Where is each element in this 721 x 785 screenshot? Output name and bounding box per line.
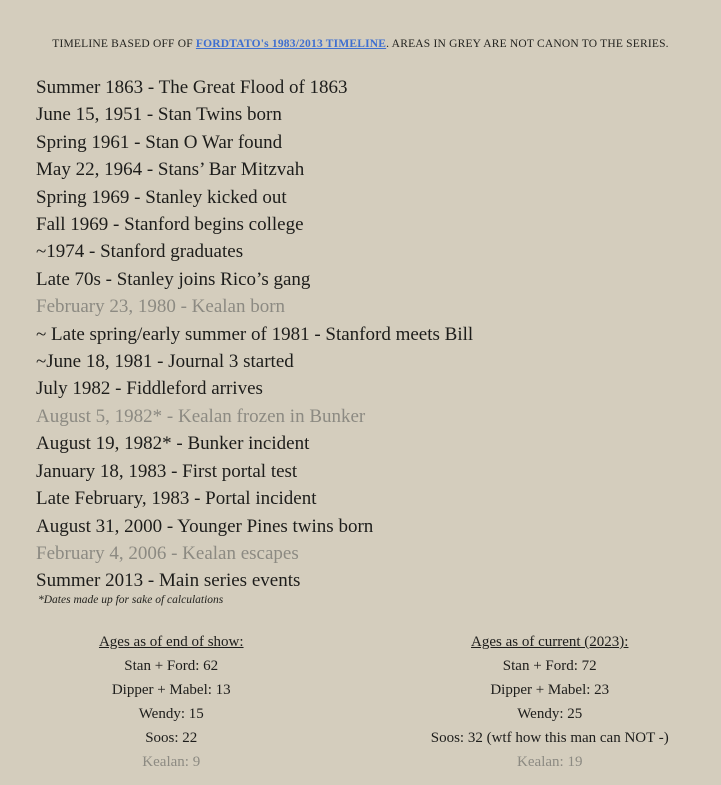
header-note <box>0 38 721 50</box>
ages-column-end-of-show <box>0 630 361 774</box>
ages-column-title: Ages as of current (2023): <box>471 634 629 650</box>
ages-entry: Dipper + Mabel: 23 <box>490 682 610 698</box>
timeline-entry: May 22, 1964 - Stans’ Bar Mitzvah <box>36 159 305 181</box>
timeline-footnote: *Dates made up for sake of calculations <box>38 594 224 606</box>
ages-items-end-of-show <box>0 654 343 774</box>
ages-entry: Stan + Ford: 62 <box>124 658 219 674</box>
ages-column-title: Ages as of end of show: <box>98 634 244 650</box>
timeline-list <box>36 74 696 595</box>
ages-items-current <box>379 654 721 774</box>
timeline-entry: Summer 1863 - The Great Flood of 1863 <box>36 77 348 98</box>
timeline-entry: January 18, 1983 - First portal test <box>36 460 298 482</box>
ages-entry: Kealan: 9 <box>142 754 201 770</box>
timeline-entry: ~1974 - Stanford graduates <box>36 241 244 263</box>
header-note-suffix: . AREAS IN GREY ARE NOT CANON TO THE SERIES. <box>386 38 669 50</box>
ages-entry: Wendy: 25 <box>517 706 583 722</box>
ages-entry: Wendy: 15 <box>138 706 204 722</box>
timeline-entry: Summer 2013 - Main series events <box>36 570 301 592</box>
ages-column-current <box>361 630 721 774</box>
ages-entry: Kealan: 19 <box>517 754 583 770</box>
timeline-entry: July 1982 - Fiddleford arrives <box>36 378 263 400</box>
timeline-entry: August 31, 2000 - Younger Pines twins born <box>36 515 374 537</box>
ages-entry: Soos: 32 (wtf how this man can NOT -) <box>430 730 669 746</box>
source-timeline-link[interactable]: FORDTATO's 1983/2013 TIMELINE <box>195 38 387 50</box>
timeline-entry: February 4, 2006 - Kealan escapes <box>36 542 299 564</box>
timeline-entry: February 23, 1980 - Kealan born <box>36 296 286 318</box>
header-note-prefix: TIMELINE BASED OFF OF <box>52 38 196 50</box>
timeline-entry: ~June 18, 1981 - Journal 3 started <box>36 351 294 373</box>
timeline-entry: Late 70s - Stanley joins Rico’s gang <box>36 268 311 290</box>
timeline-entry: ~ Late spring/early summer of 1981 - Stanford meets Bill <box>36 323 474 345</box>
timeline-entry: Spring 1961 - Stan O War found <box>36 131 283 153</box>
timeline-entry: June 15, 1951 - Stan Twins born <box>36 104 282 126</box>
ages-entry: Dipper + Mabel: 13 <box>111 682 231 698</box>
timeline-entry: Fall 1969 - Stanford begins college <box>36 214 304 236</box>
ages-entry: Soos: 22 <box>145 730 198 746</box>
ages-section <box>0 630 721 774</box>
ages-entry: Stan + Ford: 72 <box>502 658 597 674</box>
timeline-entry: August 5, 1982* - Kealan frozen in Bunker <box>36 405 366 427</box>
timeline-entry: August 19, 1982* - Bunker incident <box>36 433 310 455</box>
timeline-entry: Late February, 1983 - Portal incident <box>36 488 317 510</box>
timeline-entry: Spring 1969 - Stanley kicked out <box>36 186 287 208</box>
